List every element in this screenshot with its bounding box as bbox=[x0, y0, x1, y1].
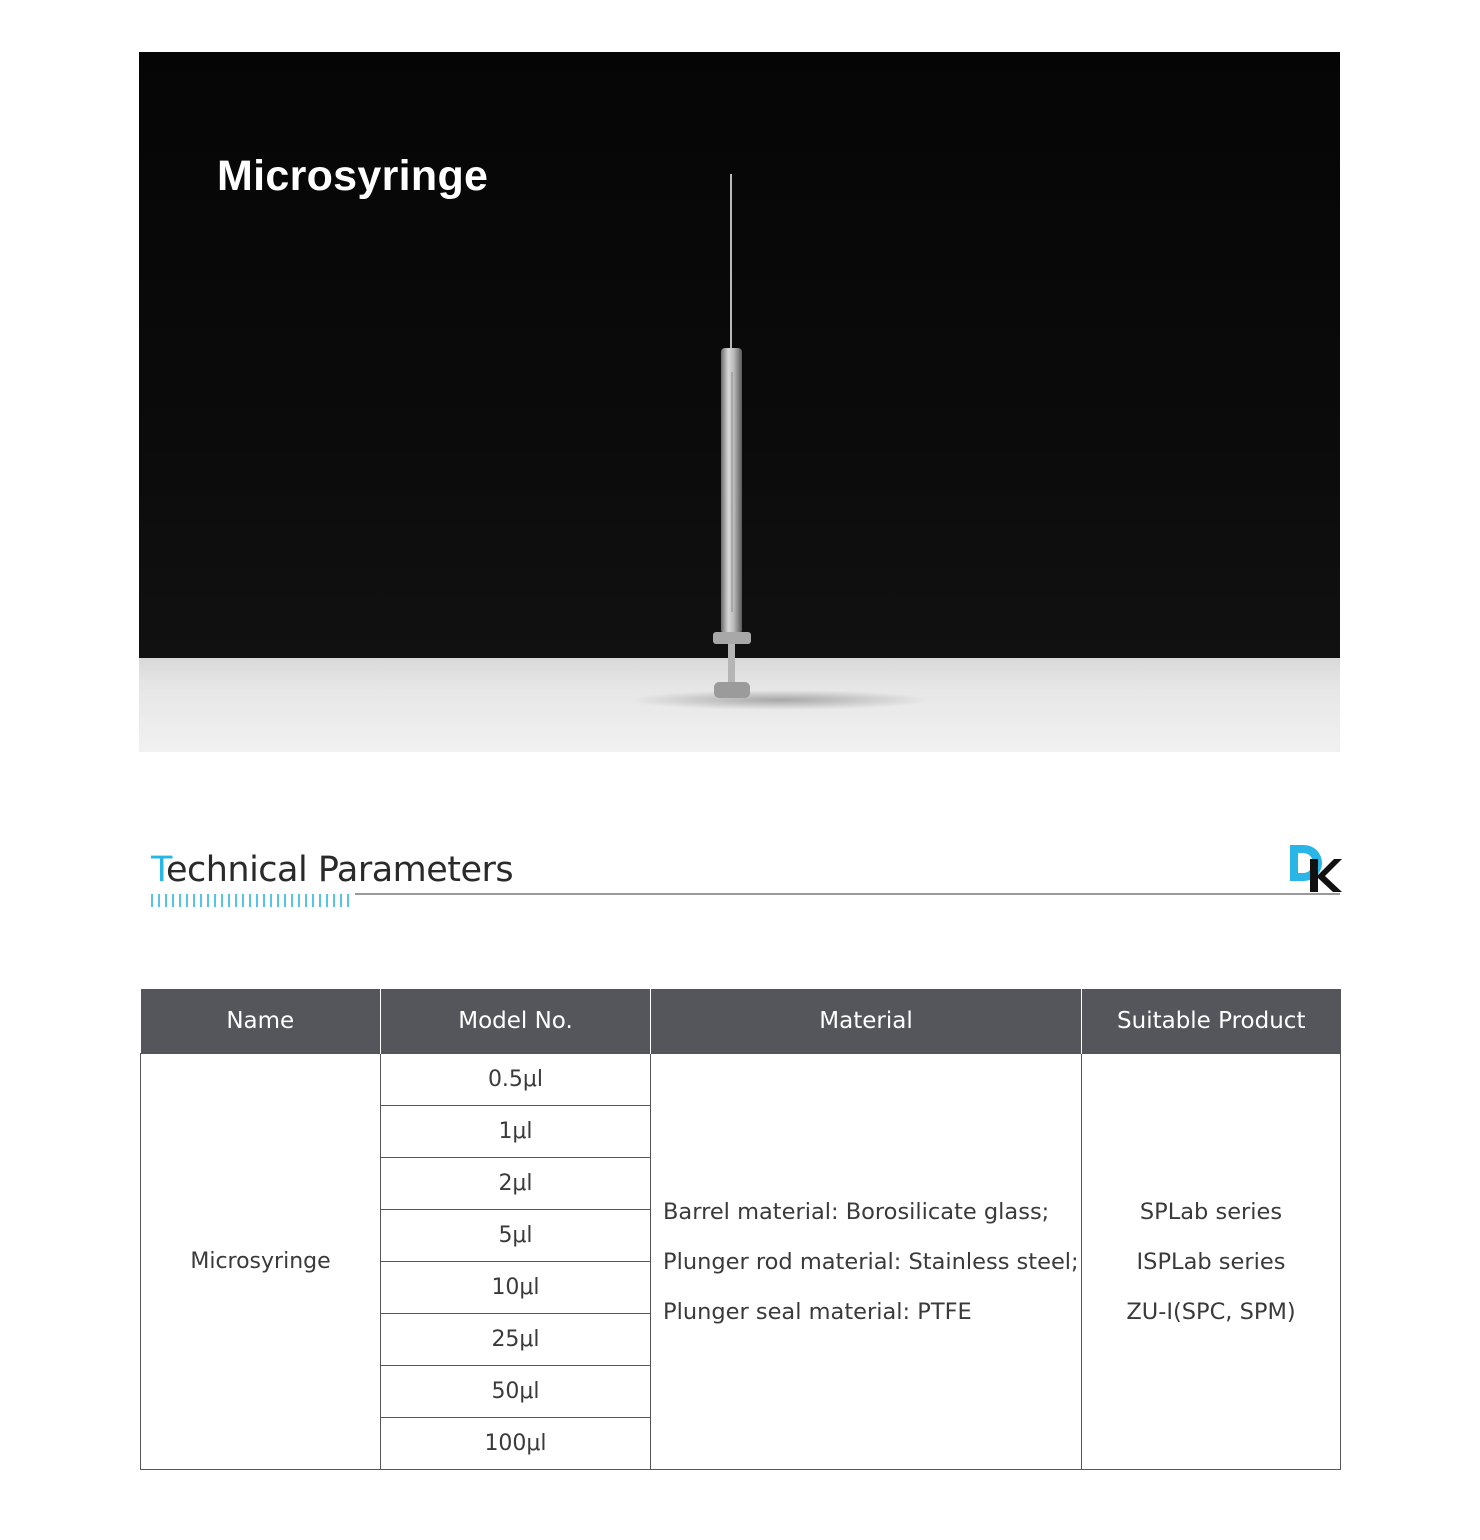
model-cell: 0.5μl bbox=[381, 1054, 651, 1106]
model-cell: 1μl bbox=[381, 1106, 651, 1158]
material-line: Plunger rod material: Stainless steel; bbox=[663, 1248, 1079, 1275]
product-name-cell: Microsyringe bbox=[141, 1054, 381, 1470]
section-heading-rest: echnical Parameters bbox=[165, 850, 514, 890]
product-line: ZU-I(SPC, SPM) bbox=[1126, 1298, 1296, 1325]
table-row bbox=[141, 1054, 1341, 1106]
section-heading-initial: T bbox=[151, 850, 166, 890]
section-heading bbox=[151, 850, 513, 894]
hero-title: Microsyringe bbox=[217, 152, 489, 200]
model-cell: 2μl bbox=[381, 1158, 651, 1210]
header-material: Material bbox=[651, 989, 1082, 1054]
spec-table bbox=[140, 989, 1341, 1470]
header-suitable-product: Suitable Product bbox=[1082, 989, 1341, 1054]
header-name: Name bbox=[141, 989, 381, 1054]
model-cell: 50μl bbox=[381, 1366, 651, 1418]
table-header-row bbox=[141, 989, 1341, 1054]
section-tick-decoration bbox=[151, 894, 351, 907]
header-model: Model No. bbox=[381, 989, 651, 1054]
suitable-product-cell bbox=[1082, 1054, 1341, 1470]
model-cell: 10μl bbox=[381, 1262, 651, 1314]
product-line: SPLab series bbox=[1139, 1198, 1283, 1225]
model-cell: 100μl bbox=[381, 1418, 651, 1470]
model-cell: 5μl bbox=[381, 1210, 651, 1262]
product-line: ISPLab series bbox=[1136, 1248, 1286, 1275]
hero-image bbox=[139, 52, 1340, 752]
material-line: Barrel material: Borosilicate glass; bbox=[663, 1198, 1050, 1225]
model-cell: 25μl bbox=[381, 1314, 651, 1366]
material-line: Plunger seal material: PTFE bbox=[663, 1298, 972, 1325]
section-divider bbox=[355, 893, 1340, 895]
material-cell bbox=[651, 1054, 1082, 1470]
dk-logo-icon bbox=[1288, 843, 1342, 893]
